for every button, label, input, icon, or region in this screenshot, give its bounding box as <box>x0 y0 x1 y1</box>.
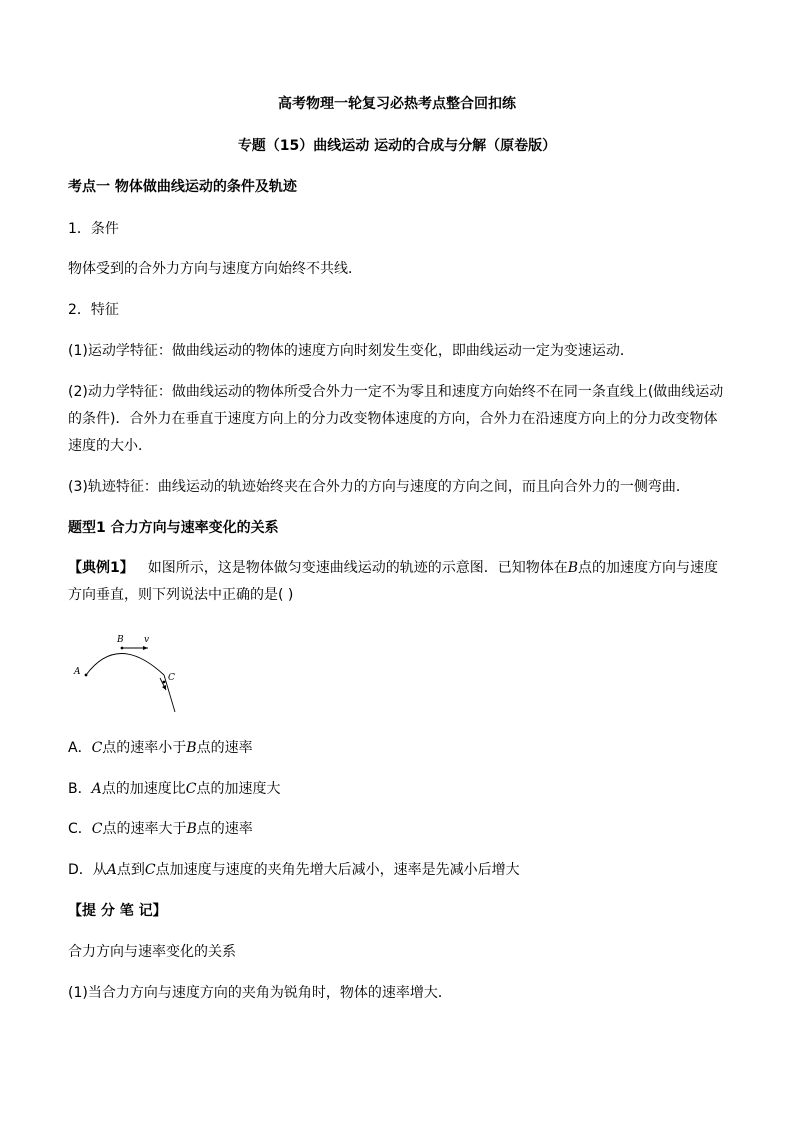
type-heading: 题型1 合力方向与速率变化的关系 <box>68 520 279 536</box>
notes-point-1: (1)当合力方向与速度方向的夹角为锐角时，物体的速率增大． <box>68 985 452 1001</box>
option-c: C．C点的速率大于B点的速率 <box>68 821 253 837</box>
feature-dynamics-line2: 的条件)．合外力在垂直于速度方向上的分力改变物体速度的方向，合外力在沿速度方向上的分力改变物体 <box>68 411 718 427</box>
document-subtitle: 专题（15）曲线运动 运动的合成与分解（原卷版） <box>237 138 557 154</box>
label-point-c: C <box>168 673 175 683</box>
option-b: B．A点的加速度比C点的加速度大 <box>68 781 281 797</box>
option-d: D．从A点到C点加速度与速度的夹角先增大后减小，速率是先减小后增大 <box>68 862 520 878</box>
feature-trajectory: (3)轨迹特征：曲线运动的轨迹始终夹在合外力的方向与速度的方向之间，而且向合外力的一侧弯曲． <box>68 479 690 495</box>
item-title-condition: 1．条件 <box>68 221 119 237</box>
condition-text: 物体受到的合外力方向与速度方向始终不共线． <box>68 261 362 277</box>
example-text-b: 点的加速度方向与速度 <box>578 560 719 576</box>
feature-kinematics: (1)运动学特征：做曲线运动的物体的速度方向时刻发生变化，即曲线运动一定为变速运动． <box>68 343 634 359</box>
label-velocity: v <box>144 635 150 645</box>
label-point-a: A <box>74 667 81 677</box>
option-a: A．C点的速率小于B点的速率 <box>68 740 253 756</box>
example-label: 【典例1】 <box>68 560 134 576</box>
feature-dynamics-line3: 速度的大小． <box>68 438 152 454</box>
example-text-a: 如图所示，这是物体做匀变速曲线运动的轨迹的示意图．已知物体在 <box>147 560 568 576</box>
example-line2: 方向垂直，则下列说法中正确的是( ) <box>68 587 294 603</box>
trajectory-figure <box>68 630 188 720</box>
trajectory-curve <box>86 654 164 676</box>
point-b-var: B <box>567 560 579 576</box>
notes-subtitle: 合力方向与速率变化的关系 <box>68 944 236 960</box>
label-point-b: B <box>117 635 124 645</box>
example-line1 <box>68 560 718 576</box>
feature-dynamics-line1: (2)动力学特征：做曲线运动的物体所受合外力一定不为零且和速度方向始终不在同一条直线上(做曲线运动 <box>68 384 724 400</box>
notes-heading: 【提 分 笔 记】 <box>68 903 167 919</box>
point-a-dot <box>85 674 88 677</box>
point-c-dot <box>163 681 166 684</box>
section-heading: 考点一 物体做曲线运动的条件及轨迹 <box>68 179 297 195</box>
velocity-arrowhead-b <box>143 646 148 650</box>
item-title-feature: 2．特征 <box>68 302 119 318</box>
document-title: 高考物理一轮复习必热考点整合回扣练 <box>278 96 516 112</box>
